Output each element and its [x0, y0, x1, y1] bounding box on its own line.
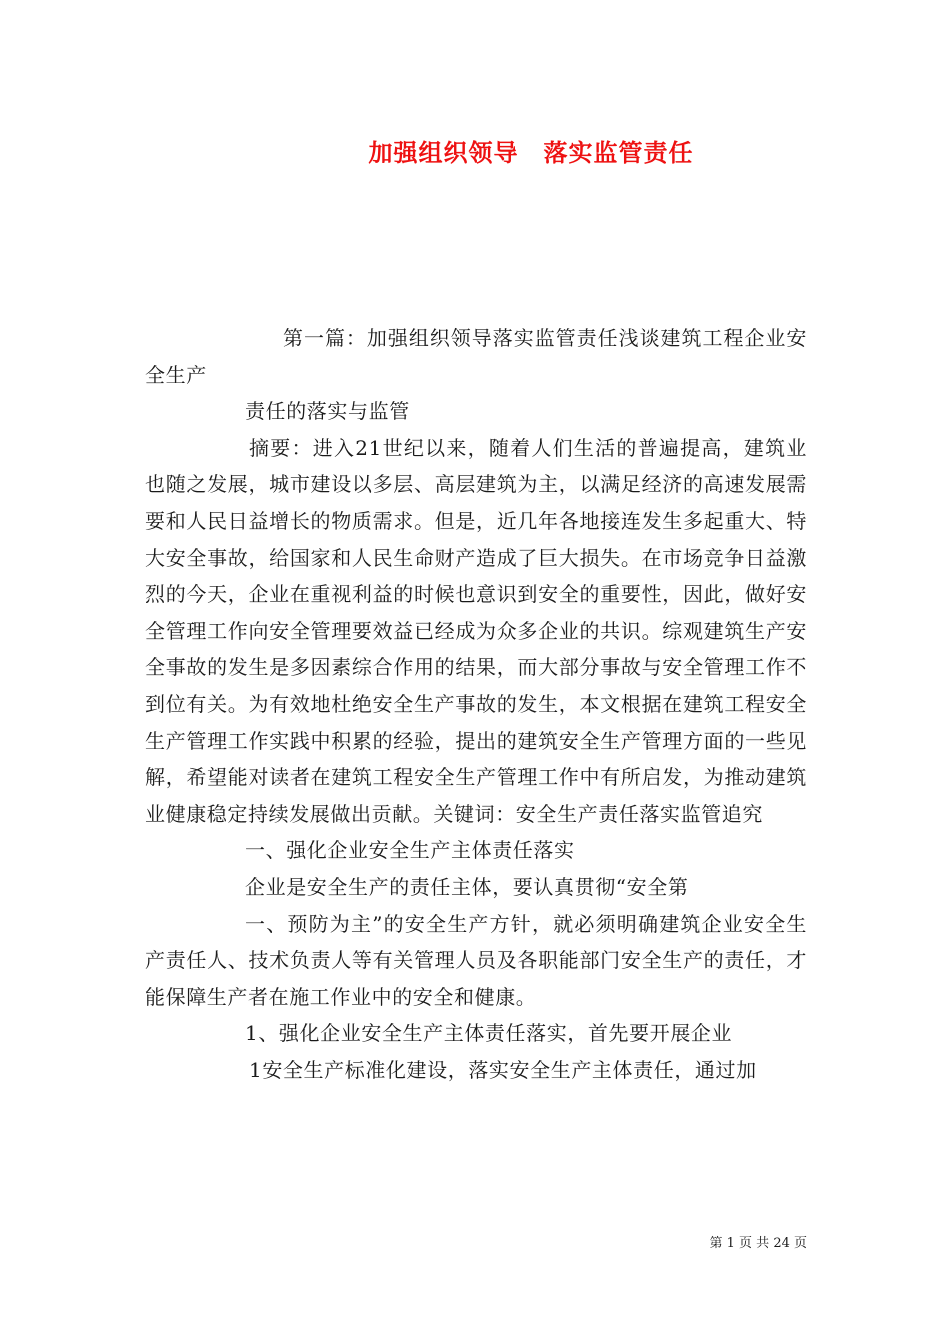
document-title: 加强组织领导 落实监管责任 — [368, 139, 694, 167]
paragraph-heading: 第一篇：加强组织领导落实监管责任浅谈建筑工程企业安全生产 — [145, 326, 807, 387]
paragraph-body: 1、强化企业安全生产主体责任落实，首先要开展企业 — [245, 1021, 733, 1046]
page-number: 第 1 页 共 24 页 — [709, 1236, 807, 1251]
paragraph-body: 企业是安全生产的责任主体，要认真贯彻“安全第 — [245, 874, 689, 899]
paragraph-section-heading: 一、强化企业安全生产主体责任落实 — [245, 838, 575, 863]
paragraph-body: 一、预防为主”的安全生产方针，就必须明确建筑企业安全生产责任人、技术负责人等有关管理人员及各职能部门安全生产的责任，才能保障生产者在施工作业中的安全和健康。 — [145, 911, 807, 1009]
paragraph-abstract: 摘要：进入21世纪以来，随着人们生活的普遍提高，建筑业也随之发展，城市建设以多层、高层建筑为主，以满足经济的高速发展需要和人民日益增长的物质需求。但是，近几年各地接连发生多起重大、特大安全事故，给国家和人民生命财产造成了巨大损失。在市场竞争日益激烈的今天，企业在重视利益的时候也意识到安全的重要性，因此，做好安全管理工作向安全管理要效益已经成为众多企业的共识。综观建筑生产安全事故的发生是多因素综合作用的结果，而大部分事故与安全管理工作不到位有关。为有效地杜绝安全生产事故的发生，本文根据在建筑工程安全生产管理工作实践中积累的经验，提出的建筑安全生产管理方面的一些见解，希望能对读者在建筑工程安全生产管理工作中有所启发，为推动建筑业健康稳定持续发展做出贡献。关键词：安全生产责任落实监管追究 — [145, 435, 807, 826]
paragraph-subheading: 责任的落实与监管 — [245, 399, 410, 424]
paragraph-body: 1安全生产标准化建设，落实安全生产主体责任，通过加 — [249, 1057, 757, 1082]
document-body — [145, 320, 807, 1088]
